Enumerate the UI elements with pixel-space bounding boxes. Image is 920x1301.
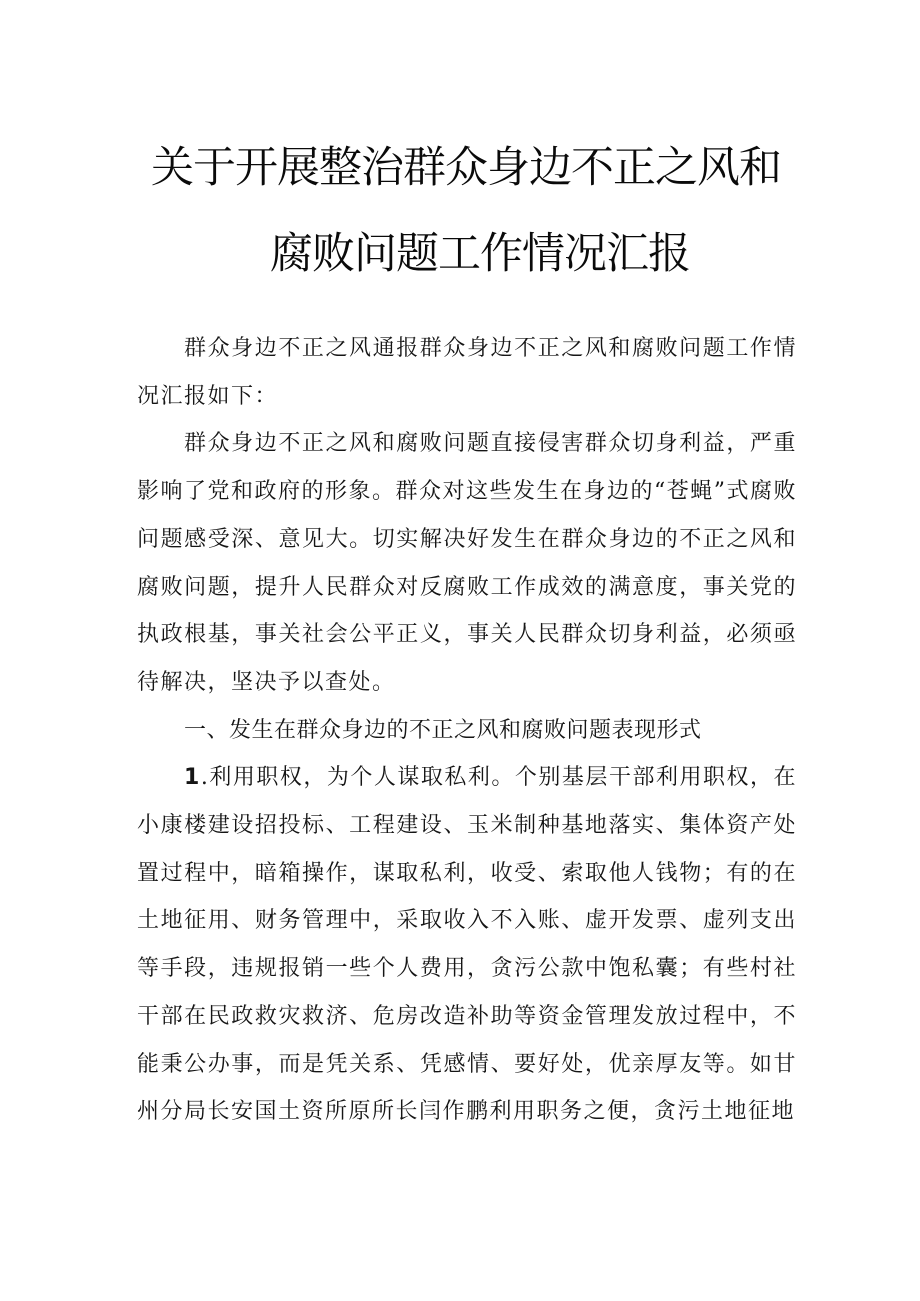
item-1-text: .利用职权，为个人谋取私利。个别基层干部利用职权，在小康楼建设招投标、工程建设、玉米制种基地落实、集体资产处置过程中，暗箱操作，谋取私利，收受、索取他人钱物；有的在土地征用、财务管理中，采取收入不入账、虚开发票、虚列支出等手段，违规报销一些个人费用，贪污公款中饱私囊；有些村社干部在民政救灾救济、危房改造补助等资金管理发放过程中，不能秉公办事，而是凭关系、凭感情、要好处，优亲厚友等。如甘州分局长安国土资所原所长闫作鹏利用职务之便，贪污土地征地 [137,765,797,1125]
intro-paragraph: 群众身边不正之风通报群众身边不正之风和腐败问题工作情况汇报如下： [137,336,797,409]
document-body [137,325,797,1136]
item-1-number: 1 [184,765,201,791]
item-1-paragraph [137,754,797,1136]
document-title-line-1: 关于开展整治群众身边不正之风和 [151,143,781,193]
background-paragraph: 群众身边不正之风和腐败问题直接侵害群众切身利益，严重影响了党和政府的形象。群众对这些发生在身边的“苍蝇”式腐败问题感受深、意见大。切实解决好发生在群众身边的不正之风和腐败问题，提升人民群众对反腐败工作成效的满意度，事关党的执政根基，事关社会公平正义，事关人民群众切身利益，必须亟待解决，坚决予以查处。 [137,431,797,695]
document-title-line-2: 腐败问题工作情况汇报 [270,229,690,279]
section-heading: 一、发生在群众身边的不正之风和腐败问题表现形式 [184,717,702,743]
